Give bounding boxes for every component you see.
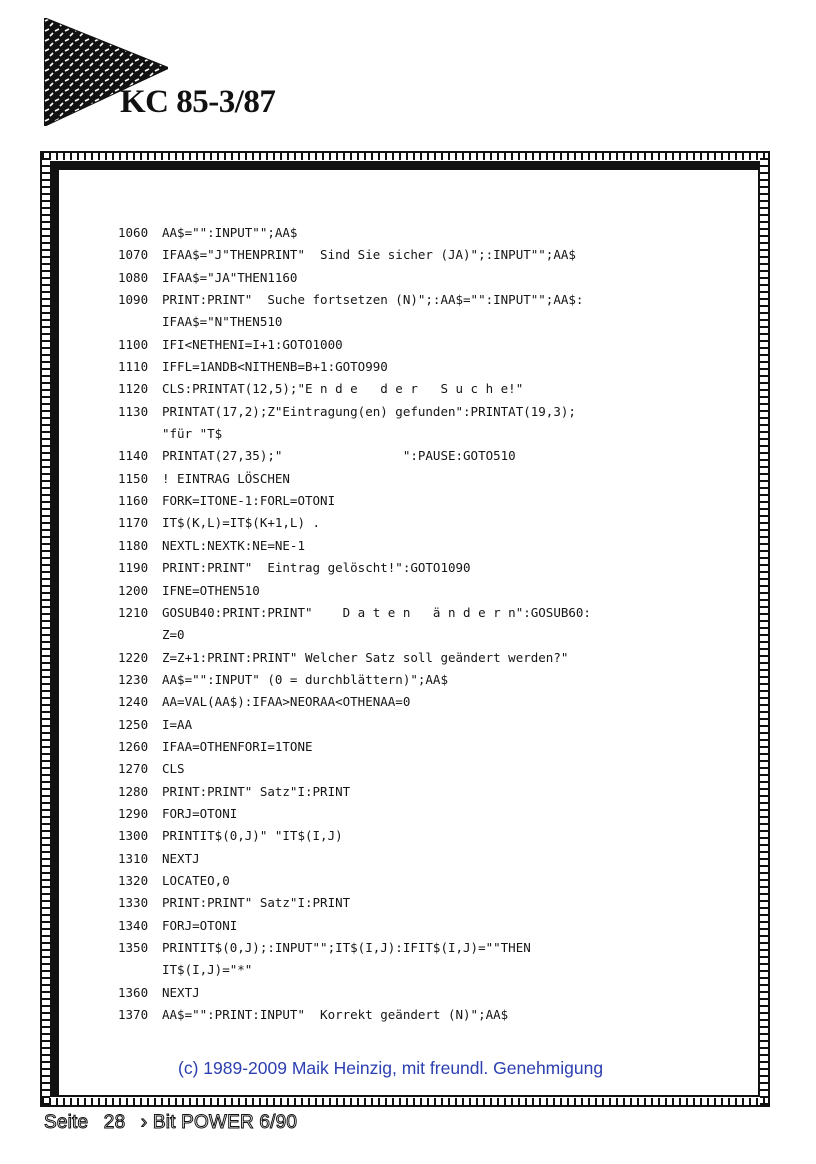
- code-text: FORJ=OTONI: [162, 917, 238, 933]
- line-number: [118, 959, 162, 981]
- line-number: 1200: [118, 582, 149, 598]
- line-number: 1160: [118, 493, 149, 509]
- code-text: IT$(I,J)="*": [162, 962, 253, 978]
- code-text: IFNE=OTHEN510: [162, 582, 260, 598]
- page-footer: [44, 1112, 307, 1134]
- code-line: [118, 1004, 718, 1026]
- line-number: 1140: [118, 448, 149, 464]
- code-text: GOSUB40:PRINT:PRINT" D a t e n ä n d e r n":GOSUB60:: [162, 604, 591, 620]
- code-line: [118, 356, 718, 378]
- code-line: [118, 691, 718, 713]
- code-text: NEXTJ: [162, 984, 200, 1000]
- line-number: 1230: [118, 671, 149, 687]
- code-text: PRINTAT(17,2);Z"Eintragung(en) gefunden":PRINTAT(19,3);: [162, 403, 576, 419]
- code-text: IT$(K,L)=IT$(K+1,L) .: [162, 515, 321, 531]
- line-number: [118, 624, 162, 646]
- code-line: [118, 535, 718, 557]
- code-text: AA$="":INPUT"";AA$: [162, 225, 298, 240]
- code-line: [118, 647, 718, 669]
- magazine-issue: › Bit POWER 6/90: [140, 1112, 298, 1133]
- code-text: NEXTL:NEXTK:NE=NE-1: [162, 537, 305, 553]
- line-number: 1130: [118, 403, 149, 419]
- code-line: [118, 222, 718, 244]
- line-number: 1290: [118, 805, 149, 821]
- code-line: [118, 468, 718, 490]
- code-line: [118, 244, 718, 266]
- code-line: [118, 959, 718, 981]
- code-line: [118, 915, 718, 937]
- code-line: [118, 311, 718, 333]
- line-number: 1270: [118, 761, 149, 777]
- code-line: [118, 669, 718, 691]
- line-number: 1120: [118, 381, 149, 397]
- code-line: [118, 982, 718, 1004]
- code-text: IFAA=OTHENFORI=1TONE: [162, 738, 313, 754]
- line-number: 1340: [118, 917, 149, 933]
- line-number: 1300: [118, 828, 149, 844]
- code-text: IFFL=1ANDB<NITHENB=B+1:GOTO990: [162, 359, 388, 375]
- line-number: 1280: [118, 783, 149, 799]
- page-label: Seite: [44, 1112, 89, 1133]
- code-text: IFAA$="N"THEN510: [162, 314, 283, 330]
- code-text: IFAA$="J"THENPRINT" Sind Sie sicher (JA)";:INPUT"";AA$: [162, 247, 576, 263]
- line-number: 1260: [118, 738, 149, 754]
- line-number: 1240: [118, 694, 149, 710]
- code-line: [118, 602, 718, 624]
- code-text: PRINTIT$(0,J);:INPUT"";IT$(I,J):IFIT$(I,J)=""THEN: [162, 940, 531, 955]
- code-text: AA=VAL(AA$):IFAA>NEORAA<OTHENAA=0: [162, 694, 411, 710]
- code-line: [118, 848, 718, 870]
- code-line: [118, 937, 718, 959]
- code-text: I=AA: [162, 716, 193, 732]
- line-number: 1090: [118, 292, 149, 308]
- copyright-notice: (c) 1989-2009 Maik Heinzig, mit freundl. Genehmigung: [178, 1058, 604, 1078]
- code-line: [118, 825, 718, 847]
- code-text: PRINT:PRINT" Satz"I:PRINT: [162, 895, 351, 911]
- code-line: [118, 401, 718, 423]
- line-number: 1170: [118, 515, 149, 531]
- line-number: 1220: [118, 649, 149, 665]
- code-text: Z=0: [162, 627, 185, 643]
- code-line: [118, 580, 718, 602]
- line-number: 1250: [118, 716, 149, 732]
- code-text: NEXTJ: [162, 850, 200, 866]
- line-number: 1210: [118, 604, 149, 620]
- code-text: PRINTIT$(0,J)" "IT$(I,J): [162, 828, 343, 844]
- code-line: [118, 758, 718, 780]
- code-line: [118, 557, 718, 579]
- code-text: PRINT:PRINT" Suche fortsetzen (N)";:AA$="":INPUT"";AA$:: [162, 292, 584, 308]
- code-line: [118, 870, 718, 892]
- code-line: [118, 445, 718, 467]
- code-line: [118, 423, 718, 445]
- code-line: [118, 490, 718, 512]
- line-number: 1360: [118, 984, 149, 1000]
- code-text: CLS:PRINTAT(12,5);"E n d e d e r S u c h e!": [162, 381, 524, 397]
- code-line: [118, 378, 718, 400]
- line-number: 1330: [118, 895, 149, 911]
- code-text: LOCATEO,0: [162, 872, 230, 888]
- line-number: 1350: [118, 940, 149, 955]
- line-number: 1080: [118, 269, 149, 285]
- code-line: [118, 334, 718, 356]
- page-number: 28: [103, 1112, 126, 1133]
- line-number: 1070: [118, 247, 149, 263]
- line-number: 1110: [118, 359, 149, 375]
- code-line: [118, 267, 718, 289]
- line-number: 1100: [118, 336, 149, 352]
- line-number: 1310: [118, 850, 149, 866]
- line-number: 1150: [118, 470, 149, 486]
- code-text: PRINT:PRINT" Eintrag gelöscht!":GOTO1090: [162, 560, 471, 576]
- code-text: IFI<NETHENI=I+1:GOTO1000: [162, 336, 343, 352]
- code-text: IFAA$="JA"THEN1160: [162, 269, 298, 285]
- code-text: AA$="":INPUT" (0 = durchblättern)";AA$: [162, 671, 448, 687]
- line-number: 1370: [118, 1007, 149, 1023]
- basic-listing: [118, 222, 718, 1026]
- code-text: FORK=ITONE-1:FORL=OTONI: [162, 493, 336, 509]
- line-number: [118, 311, 162, 333]
- code-line: [118, 803, 718, 825]
- code-line: [118, 512, 718, 534]
- code-text: CLS: [162, 761, 185, 777]
- code-line: [118, 892, 718, 914]
- header-title: KC 85-3/87: [120, 84, 276, 120]
- line-number: [118, 423, 162, 445]
- code-text: PRINT:PRINT" Satz"I:PRINT: [162, 783, 351, 799]
- code-text: "für "T$: [162, 426, 223, 442]
- code-line: [118, 714, 718, 736]
- code-line: [118, 289, 718, 311]
- code-text: FORJ=OTONI: [162, 805, 238, 821]
- code-line: [118, 736, 718, 758]
- line-number: 1060: [118, 225, 149, 240]
- code-text: Z=Z+1:PRINT:PRINT" Welcher Satz soll geändert werden?": [162, 649, 569, 665]
- code-text: PRINTAT(27,35);" ":PAUSE:GOTO510: [162, 448, 516, 464]
- code-line: [118, 781, 718, 803]
- code-text: AA$="":PRINT:INPUT" Korrekt geändert (N)";AA$: [162, 1007, 509, 1023]
- line-number: 1190: [118, 560, 149, 576]
- line-number: 1180: [118, 537, 149, 553]
- code-text: ! EINTRAG LÖSCHEN: [162, 470, 290, 486]
- code-line: [118, 624, 718, 646]
- line-number: 1320: [118, 872, 149, 888]
